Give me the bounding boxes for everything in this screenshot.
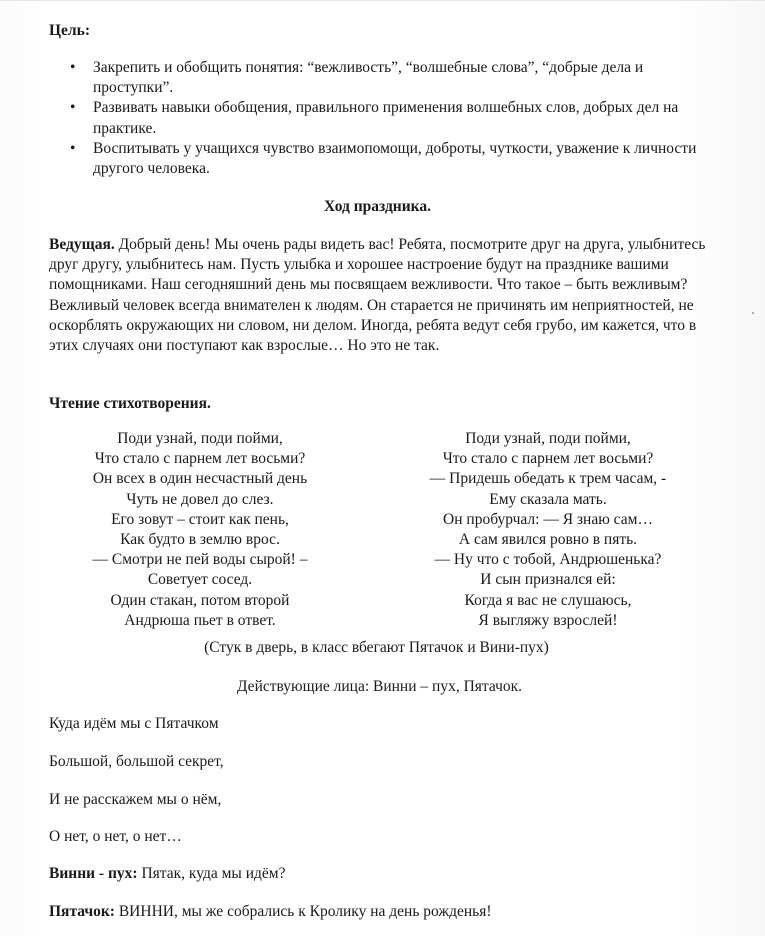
- goal-item-text: Закрепить и обобщить понятия: “вежливость”, “волшебные слова”, “добрые дела и проступки”.: [93, 59, 644, 97]
- speaker-label: Винни - пух:: [49, 865, 138, 882]
- goal-heading: Цель:: [49, 22, 90, 39]
- goal-list: [49, 58, 709, 179]
- poem-line: Один стакан, потом второй: [110, 591, 290, 609]
- poem-line: Когда я вас не слушаюсь,: [464, 591, 632, 609]
- dialogue-line: [49, 902, 492, 922]
- song-line: Куда идём мы с Пятачком: [49, 715, 219, 732]
- poem-line: Советует сосед.: [147, 571, 253, 589]
- bullet-icon: •: [70, 59, 76, 76]
- bullet-icon: •: [70, 99, 76, 117]
- poem-line: Он пробурчал: — Я знаю сам…: [443, 510, 653, 528]
- goal-list-item: [49, 139, 709, 179]
- characters-line: Действующие лица: Винни – пух, Пятачок.: [236, 678, 523, 695]
- poem-line: Поди узнай, поди пойми,: [465, 430, 631, 447]
- poem-line: — Смотри не пей воды сырой! –: [92, 551, 308, 569]
- poem-line: Он всех в один несчастный день: [92, 470, 308, 488]
- poem-column-right: [398, 429, 698, 631]
- poem-column-left: [50, 429, 350, 631]
- goal-item-text: Развивать навыки обобщения, правильного применения волшебных слов, добрых дел на практике.: [93, 99, 679, 137]
- song-line: О нет, о нет, о нет…: [49, 828, 182, 845]
- dialogue-text: ВИННИ, мы же собрались к Кролику на день рожденья!: [114, 903, 492, 920]
- poem-line: Что стало с парнем лет восьми?: [442, 450, 654, 468]
- scan-speck: [752, 312, 754, 314]
- host-text: Добрый день! Мы очень рады видеть вас! Ребята, посмотрите друг на друга, улыбнитесь друг другу, улыбнитесь нам. Пусть улыбка и хорошее настроение будут на празднике вашими помощниками. Наш сегодняшний день мы посвящаем вежливости. Что такое – быть вежливым? Вежливый человек всегда внимателен к людям. Он старается не причинять им неприятностей, не оскорблять окружающих ни словом, ни делом. Иногда, ребята ведут себя грубо, им кажется, что в этих случаях они поступают как взрослые… Но это не так.: [49, 236, 706, 355]
- goal-item-text: Воспитывать у учащихся чувство взаимопомощи, доброты, чуткости, уважение к личности другого человека.: [93, 139, 697, 178]
- speaker-label: Ведущая.: [49, 236, 115, 253]
- poem-line: Поди узнай, поди пойми,: [117, 430, 283, 447]
- host-paragraph: [49, 235, 709, 356]
- poem-line: — Ну что с тобой, Андрюшенька?: [434, 551, 662, 569]
- poem-line: И сын признался ей:: [480, 571, 616, 589]
- poem-line: — Придешь обедать к трем часам, -: [429, 470, 667, 488]
- stage-direction: (Стук в дверь, в класс вбегают Пятачок и Вини-пух): [204, 639, 549, 656]
- poem-line: Чуть не довел до слез.: [126, 490, 274, 508]
- dialogue-line: [49, 864, 285, 884]
- dialogue-text: Пятак, куда мы идём?: [137, 865, 286, 882]
- poem-line: Как будто в землю врос.: [120, 531, 280, 549]
- scan-top-edge: [0, 0, 765, 1]
- poem-line: Ему сказала мать.: [489, 490, 607, 508]
- poem-line: Я выгляжу взрослей!: [478, 611, 618, 629]
- goal-list-item: [49, 58, 709, 98]
- poem-line: Андрюша пьет в ответ.: [124, 611, 276, 629]
- bullet-icon: •: [70, 139, 76, 157]
- goal-list-item: [49, 98, 709, 138]
- speaker-label: Пятачок:: [49, 903, 115, 920]
- poem-line: А сам явился ровно в пять.: [458, 531, 638, 549]
- song-line: И не расскажем мы о нём,: [49, 791, 222, 808]
- poem-line: Его зовут – стоит как пень,: [111, 510, 289, 528]
- reading-heading: Чтение стихотворения.: [49, 395, 211, 412]
- poem-line: Что стало с парнем лет восьми?: [94, 450, 306, 468]
- song-line: Большой, большой секрет,: [49, 753, 224, 770]
- section-title: Ход праздника.: [323, 198, 431, 215]
